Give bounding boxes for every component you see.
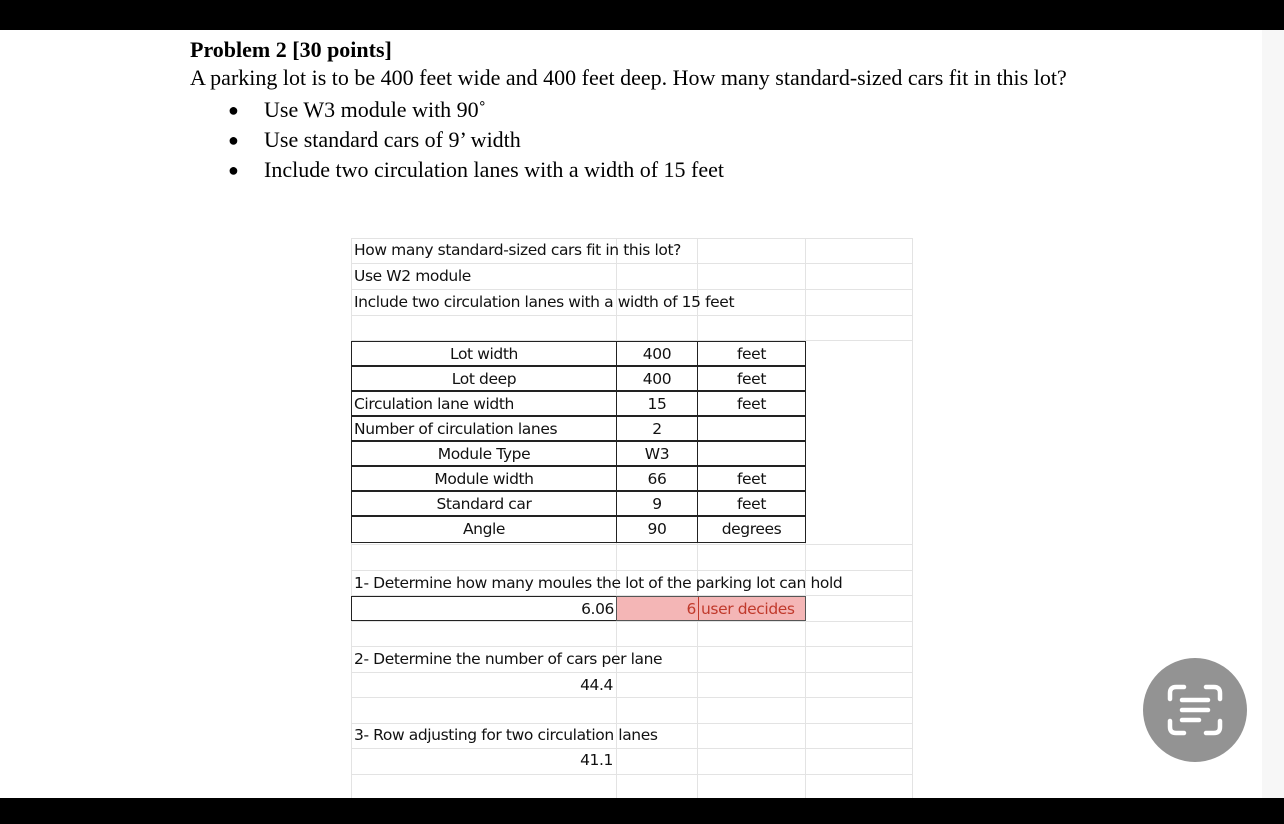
- param-value-cell[interactable]: 90: [616, 516, 698, 543]
- param-label-cell[interactable]: Lot width: [351, 341, 617, 366]
- param-unit-cell[interactable]: feet: [697, 341, 806, 366]
- step2-value-cell[interactable]: 44.4: [580, 676, 613, 694]
- bullet-icon: ●: [228, 100, 239, 120]
- step3-title[interactable]: 3- Row adjusting for two circulation lanes: [354, 726, 658, 744]
- param-label-cell[interactable]: Circulation lane width: [351, 391, 617, 416]
- note-cell[interactable]: Use W2 module: [354, 267, 471, 285]
- param-unit-cell[interactable]: feet: [697, 391, 806, 416]
- param-unit-cell[interactable]: [697, 416, 806, 441]
- note-cell[interactable]: How many standard-sized cars fit in this lot?: [354, 241, 681, 259]
- scan-text-button[interactable]: [1143, 658, 1247, 762]
- right-edge-strip: [1262, 30, 1284, 798]
- param-unit-cell[interactable]: feet: [697, 491, 806, 516]
- cell-divider: [698, 597, 699, 620]
- document-page: [0, 30, 1284, 798]
- grid-line: [351, 315, 913, 316]
- param-label-cell[interactable]: Module width: [351, 466, 617, 491]
- param-value-cell[interactable]: 400: [616, 366, 698, 391]
- param-value-cell[interactable]: 2: [616, 416, 698, 441]
- step3-value-cell[interactable]: 41.1: [580, 751, 613, 769]
- param-label-cell[interactable]: Number of circulation lanes: [351, 416, 617, 441]
- step1-title[interactable]: 1- Determine how many moules the lot of the parking lot can hold: [354, 574, 843, 592]
- param-unit-cell[interactable]: feet: [697, 466, 806, 491]
- problem-title: Problem 2 [30 points]: [190, 37, 392, 62]
- step1-rounded-cell[interactable]: [616, 596, 806, 621]
- grid-line: [912, 238, 913, 798]
- scan-text-icon: [1166, 683, 1224, 737]
- bullet-icon: ●: [228, 130, 239, 150]
- grid-line: [351, 544, 913, 545]
- param-value-cell[interactable]: W3: [616, 441, 698, 466]
- problem-statement: A parking lot is to be 400 feet wide and 400 feet deep. How many standard-sized cars fit in this lot?: [190, 65, 1067, 90]
- param-label-cell[interactable]: Angle: [351, 516, 617, 543]
- grid-line: [351, 774, 913, 775]
- requirement-item: ● Use standard cars of 9’ width: [190, 125, 1140, 155]
- param-value-cell[interactable]: 9: [616, 491, 698, 516]
- param-label-cell[interactable]: Lot deep: [351, 366, 617, 391]
- step2-title[interactable]: 2- Determine the number of cars per lane: [354, 650, 663, 668]
- param-label-cell[interactable]: Module Type: [351, 441, 617, 466]
- requirement-item: ● Include two circulation lanes with a width of 15 feet: [190, 155, 1140, 185]
- problem-text: [190, 36, 1140, 185]
- param-value-cell[interactable]: 400: [616, 341, 698, 366]
- step1-note: user decides: [701, 600, 795, 618]
- requirement-item: ● Use W3 module with 90˚: [190, 95, 1140, 125]
- step1-rounded-value: 6: [686, 600, 696, 618]
- param-value-cell[interactable]: 66: [616, 466, 698, 491]
- spreadsheet: [351, 238, 913, 798]
- param-unit-cell[interactable]: [697, 441, 806, 466]
- param-unit-cell[interactable]: feet: [697, 366, 806, 391]
- bullet-icon: ●: [228, 160, 239, 180]
- requirements-list: [190, 95, 1140, 185]
- note-cell[interactable]: Include two circulation lanes with a width of 15 feet: [354, 293, 735, 311]
- param-value-cell[interactable]: 15: [616, 391, 698, 416]
- step1-value-cell[interactable]: 6.06: [351, 596, 617, 621]
- param-unit-cell[interactable]: degrees: [697, 516, 806, 543]
- param-label-cell[interactable]: Standard car: [351, 491, 617, 516]
